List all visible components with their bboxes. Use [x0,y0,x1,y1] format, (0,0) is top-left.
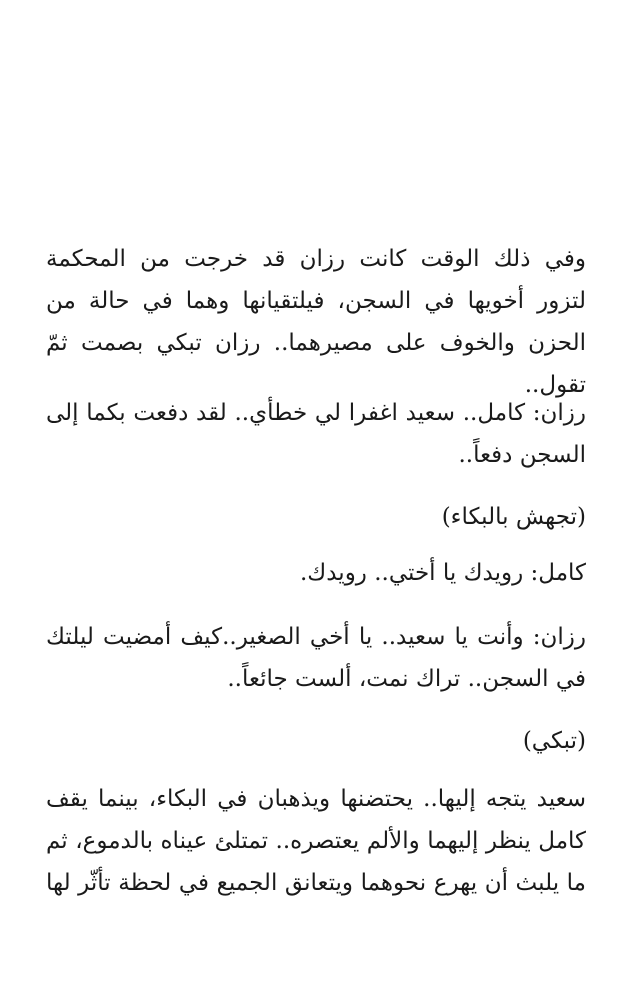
stage-direction-crying: (تبكي) [522,728,586,754]
dialogue-kamel: كامل: رويدك يا أختي.. رويدك. [299,560,586,586]
stage-direction-sobbing: (تجهش بالبكاء) [441,504,586,530]
narration-paragraph: وفي ذلك الوقت كانت رزان قد خرجت من المحكمة لتزور أخويها في السجن، فيلتقيانها وهما في حالة من الحزن والخوف على مصيرهما.. رزان تبكي بصمت ثمّ تقول.. [46,246,586,398]
dialogue-razan: رزان: كامل.. سعيد اغفرا لي خطأي.. لقد دفعت بكما إلى السجن دفعاً.. [46,400,586,468]
dialogue-razan-to-saeed: رزان: وأنت يا سعيد.. يا أخي الصغير..كيف أمضيت ليلتك في السجن.. تراك نمت، ألست جائعاً.. [46,624,586,692]
narration-embrace: سعيد يتجه إليها.. يحتضنها ويذهبان في البكاء، بينما يقف كامل ينظر إليهما والألم يعتصره.. تمتلئ عيناه بالدموع، ثم ما يلبث أن يهرع نحوهما ويتعانق الجميع في لحظة تأثّر لها [46,786,586,896]
